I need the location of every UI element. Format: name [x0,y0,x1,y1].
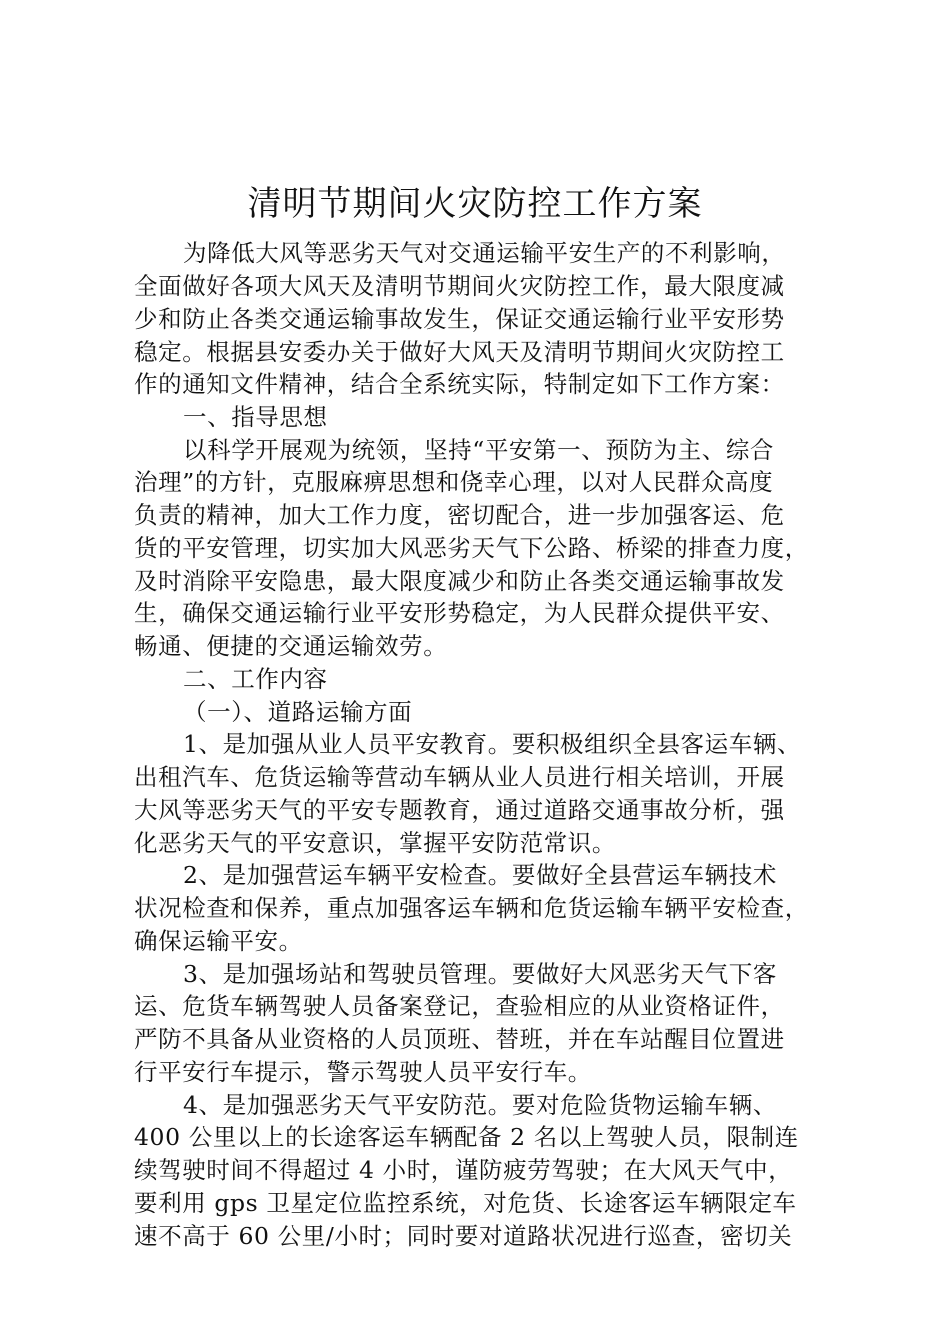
text-line: 续驾驶时间不得超过 4 小时，谨防疲劳驾驶；在大风天气中， [134,1156,793,1184]
text-line: 要利用 gps 卫星定位监控系统，对危货、长途客运车辆限定车 [134,1189,797,1217]
text-line: 负责的精神，加大工作力度，密切配合，进一步加强客运、危 [134,501,785,529]
text-line: 治理”的方针，克服麻痹思想和侥幸心理，以对人民群众高度 [134,468,774,496]
text-line: 速不高于 60 公里/小时；同时要对道路状况进行巡查，密切关 [134,1222,793,1250]
subsection-heading: （一）、道路运输方面 [183,698,413,726]
text-line: 400 公里以上的长途客运车辆配备 2 名以上驾驶人员，限制连 [134,1123,799,1151]
text-line: 确保运输平安。 [134,927,303,955]
text-line: 化恶劣天气的平安意识，掌握平安防范常识。 [134,829,616,857]
text-line: 出租汽车、危货运输等营动车辆从业人员进行相关培训，开展 [134,763,785,791]
text-line: 全面做好各项大风天及清明节期间火灾防控工作，最大限度减 [134,272,785,300]
text-line: 畅通、便捷的交通运输效劳。 [134,632,448,660]
text-line: 行平安行车提示，警示驾驶人员平安行车。 [134,1058,592,1086]
text-line: 2、是加强营运车辆平安检查。要做好全县营运车辆技术 [183,861,777,889]
text-line: 作的通知文件精神，结合全系统实际，特制定如下工作方案： [134,370,785,398]
text-line: 以科学开展观为统领，坚持“平安第一、预防为主、综合 [183,436,775,464]
text-line: 为降低大风等恶劣天气对交通运输平安生产的不利影响， [183,239,786,267]
text-line: 4、是加强恶劣天气平安防范。要对危险货物运输车辆、 [183,1091,777,1119]
section-heading: 一、指导思想 [183,403,328,431]
text-line: 大风等恶劣天气的平安专题教育，通过道路交通事故分析，强 [134,796,785,824]
text-line: 1、是加强从业人员平安教育。要积极组织全县客运车辆、 [183,730,802,758]
text-line: 运、危货车辆驾驶人员备案登记，查验相应的从业资格证件， [134,992,785,1020]
section-heading: 二、工作内容 [183,665,328,693]
text-line: 稳定。根据县安委办关于做好大风天及清明节期间火灾防控工 [134,338,785,366]
text-line: 状况检查和保养，重点加强客运车辆和危货运输车辆平安检查， [134,894,809,922]
text-line: 严防不具备从业资格的人员顶班、替班，并在车站醒目位置进 [134,1025,785,1053]
document-title: 清明节期间火灾防控工作方案 [247,184,703,224]
text-line: 生，确保交通运输行业平安形势稳定，为人民群众提供平安、 [134,599,785,627]
text-line: 3、是加强场站和驾驶员管理。要做好大风恶劣天气下客 [183,960,777,988]
text-line: 及时消除平安隐患，最大限度减少和防止各类交通运输事故发 [134,567,785,595]
text-line: 货的平安管理，切实加大风恶劣天气下公路、桥梁的排查力度， [134,534,809,562]
text-line: 少和防止各类交通运输事故发生，保证交通运输行业平安形势 [134,305,785,333]
